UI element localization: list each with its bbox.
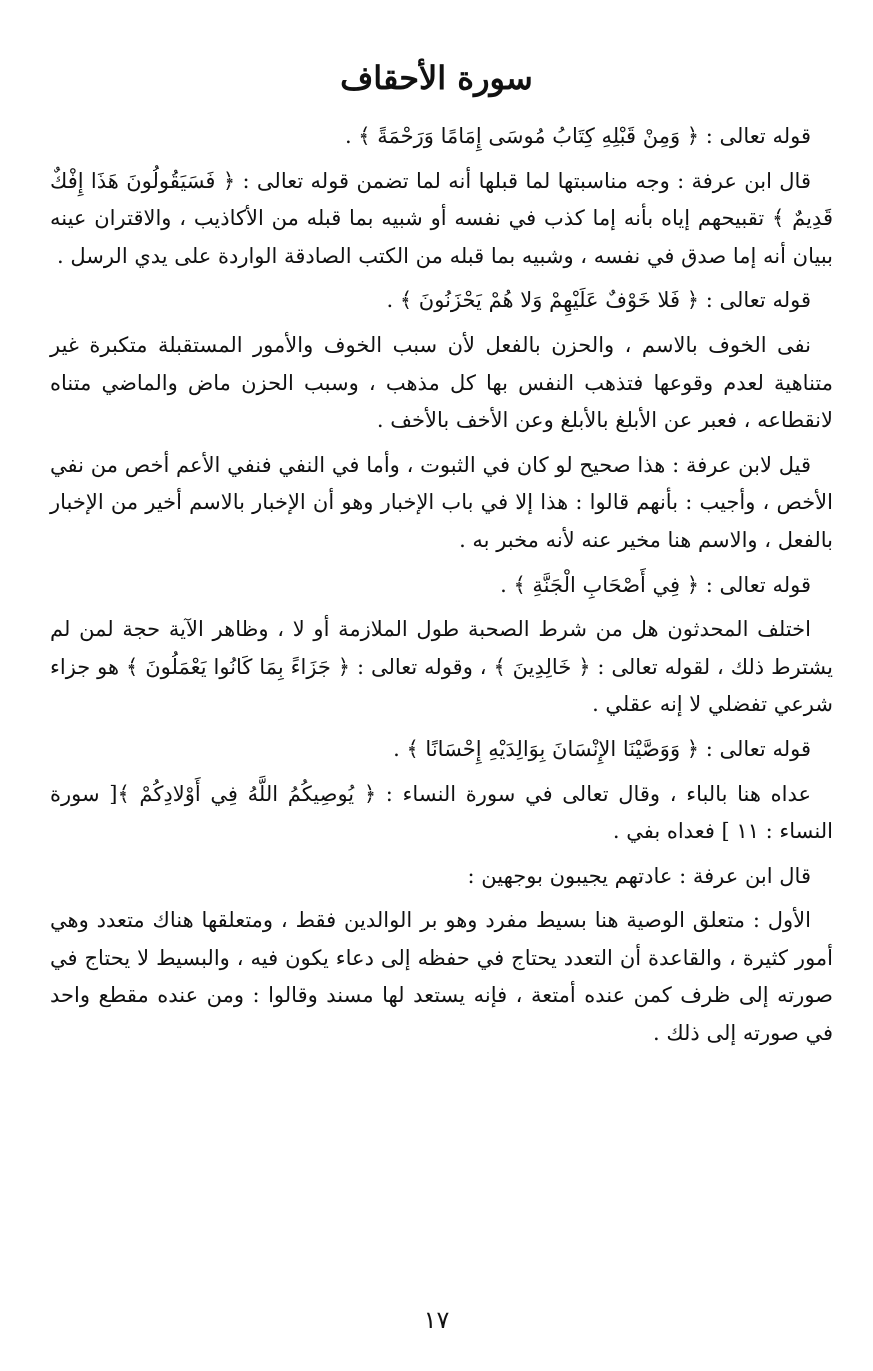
paragraph-verse-3: قوله تعالى : ﴿ فِي أَصْحَابِ الْجَنَّةِ ﴾ . (500, 572, 811, 597)
paragraph-verse-2: قوله تعالى : ﴿ فَلا خَوْفٌ عَلَيْهِمْ وَلا هُمْ يَحْزَنُونَ ﴾ . (386, 288, 811, 313)
paragraph-verse-1: قوله تعالى : ﴿ وَمِنْ قَبْلِهِ كِتَابُ مُوسَى إِمَامًا وَرَحْمَةً ﴾ . (344, 124, 811, 148)
paragraph-commentary-5: عداه هنا بالباء ، وقال تعالى في سورة النساء : ﴿ يُوصِيكُمُ اللَّهُ فِي أَوْلادِكُمْ ﴾[ سورة النساء : ١١ ] فعداه بفي . (50, 781, 833, 844)
paragraph-commentary-1: قال ابن عرفة : وجه مناسبتها لما قبلها أنه لما تضمن قوله تعالى : ﴿ فَسَيَقُولُونَ هَذَا إِفْكٌ قَدِيمٌ ﴾ تقبيحهم إياه بأنه إما كذب في نفسه أو شبيه بما قبله من الأكاذيب ، والاقتران عينه ببيان أنه إما صدق في نفسه ، وشبيه بما قبله من الكتب الصادقة الواردة على يدي الرسل . (50, 168, 833, 268)
paragraph-commentary-3: قيل لابن عرفة : هذا صحيح لو كان في الثبوت ، وأما في النفي فنفي الأعم أخص من نفي الأخص ، وأجيب : بأنهم قالوا : هذا إلا في باب الإخبار وهو أن الإخبار بالاسم أخير من الإخبار بالفعل ، والاسم هنا مخير عنه لأنه مخبر به . (50, 452, 833, 552)
paragraph-commentary-7: الأول : متعلق الوصية هنا بسيط مفرد وهو بر الوالدين فقط ، ومتعلقها هناك متعدد وهي أمور كثيرة ، والقاعدة أن التعدد يحتاج في حفظه إلى دعاء يكون فيه ، والبسيط لا يحتاج في صورته إلى ظرف كمن عنده أمتعة ، فإنه يستعد لها مسند وقالوا : ومن عنده مقطع واحد في صورته إلى ذلك . (50, 908, 833, 1046)
paragraph-verse-4: قوله تعالى : ﴿ وَوَصَّيْنَا الإِنْسَانَ بِوَالِدَيْهِ إِحْسَانًا ﴾ . (393, 736, 811, 761)
body-text (50, 118, 833, 1060)
paragraph-commentary-6: قال ابن عرفة : عادتهم يجيبون بوجهين : (467, 863, 811, 888)
page-number: ١٧ (423, 1306, 450, 1334)
surah-title: سورة الأحقاف (340, 59, 533, 97)
paragraph-commentary-2: نفى الخوف بالاسم ، والحزن بالفعل لأن سبب الخوف والأمور المستقبلة متكبرة غير متناهية لعدم وقوعها فتذهب النفس بها كل مذهب ، وسبب الحزن ماض والماضي متناه لانقطاعه ، فعبر عن الأبلغ بالأبلغ وعن الأخف بالأخف . (50, 332, 833, 433)
paragraph-commentary-4: اختلف المحدثون هل من شرط الصحبة طول الملازمة أو لا ، وظاهر الآية حجة لمن لم يشترط ذلك ، لقوله تعالى : ﴿ خَالِدِينَ ﴾ ، وقوله تعالى : ﴿ جَزَاءً بِمَا كَانُوا يَعْمَلُونَ ﴾ هو جزاء شرعي تفضلي لا إنه عقلي . (50, 617, 833, 717)
